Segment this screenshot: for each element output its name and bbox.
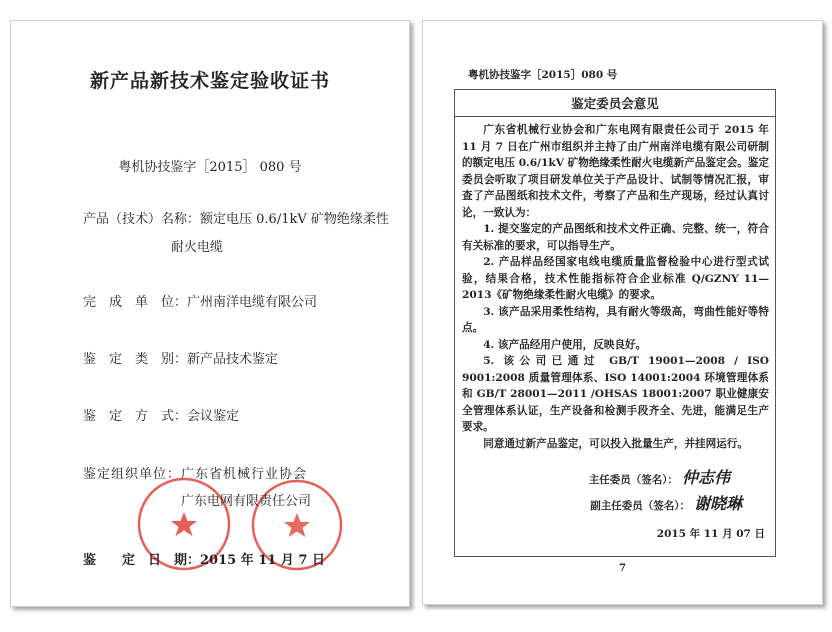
committee-opinion-page <box>422 20 823 605</box>
chair-signature: 仲志伟 <box>681 468 730 487</box>
date-label: 鉴 定 日 期： <box>83 553 201 568</box>
category-value: 新产品技术鉴定 <box>187 352 279 367</box>
organizer-value-2: 广东电网有限责任公司 <box>181 494 312 509</box>
star-icon <box>171 512 197 536</box>
certificate-cover-page <box>10 20 410 607</box>
method-field <box>83 405 239 424</box>
method-label: 鉴 定 方 式： <box>83 409 188 424</box>
opinion-paragraph: 3. 该产品采用柔性结构，具有耐火等级高，弯曲性能好等特点。 <box>462 305 769 334</box>
completion-unit-value: 广州南洋电缆有限公司 <box>187 295 318 310</box>
opinion-date: 2015 年 11 月 07 日 <box>656 528 765 540</box>
opinion-paragraph: 1. 提交鉴定的产品图纸和技术文件正确、完整、统一，符合有关标准的要求，可以指导生产。 <box>462 223 769 252</box>
certificate-title: 新产品新技术鉴定验收证书 <box>89 70 330 92</box>
vice-chair-signature: 谢晓琳 <box>693 494 742 513</box>
product-name-field <box>83 208 389 227</box>
opinion-paragraph: 2. 产品样品经国家电线电缆质量监督检验中心进行型式试验，结果合格，技术性能指标符合企业标准 Q/GZNY 11—2013《矿物绝缘柔性耐火电缆》的要求。 <box>462 256 769 301</box>
completion-unit-field <box>83 291 317 310</box>
opinion-paragraph: 同意通过新产品鉴定，可以投入批量生产，并挂网运行。 <box>483 437 749 450</box>
date-field <box>83 549 325 568</box>
opinion-paragraph: 4. 该产品经用户使用，反映良好。 <box>483 338 647 351</box>
star-icon <box>284 513 310 537</box>
completion-unit-label: 完 成 单 位： <box>83 295 188 310</box>
opinion-body <box>455 117 775 452</box>
signature-block <box>455 452 775 552</box>
opinion-box <box>454 89 776 557</box>
document-number: 粤机协技鉴字［2015］080 号 <box>468 69 618 81</box>
product-name-value: 额定电压 0.6/1kV 矿物绝缘柔性 <box>200 212 389 227</box>
category-label: 鉴 定 类 别： <box>83 352 188 367</box>
page-number: 7 <box>619 563 626 574</box>
opinion-paragraph: 广东省机械行业协会和广东电网有限责任公司于 2015 年 11 月 7 日在广州市组织并主持了由广州南洋电缆有限公司研制的额定电压 0.6/1kV 矿物绝缘柔性耐火电缆新产品鉴定会。鉴定委员会听取了项目研发单位关于产品设计、试制等情况汇报，审查了产品图纸和技术文件，考察了产品和生产现场，经过认真讨论，一致认为： <box>462 124 769 219</box>
category-field <box>83 348 278 367</box>
organizer-field <box>83 463 307 482</box>
opinion-title: 鉴定委员会意见 <box>571 96 659 111</box>
opinion-paragraph: 5. 该公司已通过 GB/T 19001—2008 / ISO 9001:2008 质量管理体系、ISO 14001:2004 环境管理体系和 GB/T 28001—2011 /OHSAS 18001:2007 职业健康安全管理体系认证，生产设备和检测手段齐全、先进，能满足生产要求。 <box>462 355 769 433</box>
organizer-value-1: 广东省机械行业协会 <box>181 467 308 482</box>
date-value: 2015 年 11 月 7 日 <box>200 553 325 568</box>
chair-label: 主任委员（签名）： <box>588 474 678 486</box>
vice-chair-signature-line <box>590 492 742 518</box>
product-name-label: 产品（技术）名称： <box>83 212 201 227</box>
method-value: 会议鉴定 <box>187 409 240 424</box>
organizer-label: 鉴定组织单位： <box>83 467 182 482</box>
product-name-value-line2: 耐火电缆 <box>171 240 224 255</box>
document-number: 粤机协技鉴字［2015］ 080 号 <box>118 160 302 175</box>
chair-signature-line <box>589 466 730 492</box>
vice-chair-label: 副主任委员（签名）： <box>590 500 690 512</box>
